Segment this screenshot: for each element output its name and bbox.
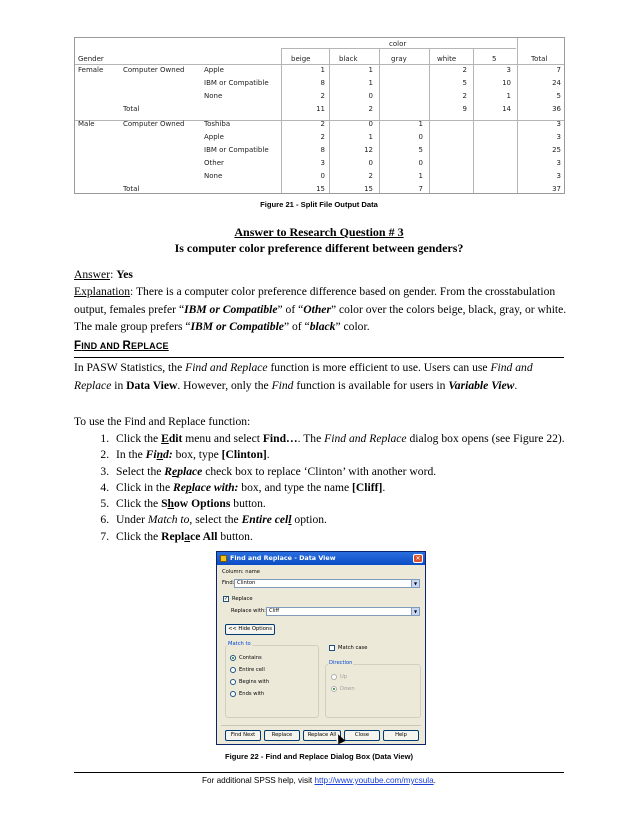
color-header: color: [389, 40, 407, 48]
steps-intro: To use the Find and Replace function:: [74, 415, 251, 428]
brand-cell: IBM or Compatible: [204, 146, 269, 154]
value-cell: 3: [556, 120, 561, 128]
replace-with-value: Cliff: [269, 608, 280, 614]
col-header-white: white: [437, 55, 457, 63]
figure-22-caption: Figure 22 - Find and Replace Dialog Box (Data View): [224, 752, 414, 761]
value-cell: 1: [418, 120, 423, 128]
entire-cell-radio[interactable]: [230, 667, 236, 673]
answer-value: Yes: [116, 268, 133, 281]
intro-italic-1: Find and Replace: [185, 361, 268, 374]
explanation-paragraph: [74, 283, 569, 336]
value-cell: 2: [462, 66, 467, 74]
value-cell: 1: [368, 133, 373, 141]
owned-cell: Total: [123, 185, 140, 193]
value-cell: 0: [368, 92, 373, 100]
footer-end: .: [433, 776, 436, 785]
footer-text: For additional SPSS help, visit: [202, 776, 315, 785]
step-2: 2. In the Find: box, type [Clinton].: [112, 447, 569, 463]
direction-title: Direction: [329, 660, 353, 666]
value-cell: 2: [320, 120, 325, 128]
contains-radio[interactable]: [230, 655, 236, 661]
hide-options-button[interactable]: << Hide Options: [225, 624, 275, 635]
value-cell: 1: [368, 66, 373, 74]
owned-cell: Total: [123, 105, 140, 113]
value-cell: 7: [556, 66, 561, 74]
brand-cell: None: [204, 172, 223, 180]
value-cell: 3: [320, 159, 325, 167]
explanation-text-5: ” color.: [335, 320, 370, 333]
close-icon[interactable]: ✕: [413, 554, 423, 563]
value-cell: 2: [368, 172, 373, 180]
column-line: [222, 569, 260, 575]
replace-checkbox[interactable]: ✓: [224, 596, 229, 602]
value-cell: 9: [462, 105, 467, 113]
match-to-title: Match to: [228, 641, 251, 647]
step-6: 6. Under Match to, select the Entire cell option.: [112, 512, 569, 528]
steps-list: [74, 431, 569, 545]
replace-checkbox-label: Replace: [232, 596, 253, 602]
close-button[interactable]: Close: [344, 730, 380, 741]
gender-header: Gender: [78, 55, 104, 63]
brand-cell: None: [204, 92, 223, 100]
replace-all-button[interactable]: Replace All: [303, 730, 341, 741]
brand-cell: IBM or Compatible: [204, 79, 269, 87]
heading-part-2: IND AND: [81, 341, 123, 351]
value-cell: 3: [556, 159, 561, 167]
value-cell: 36: [552, 105, 561, 113]
brand-cell: Other: [204, 159, 224, 167]
step-4: 4. Click in the Replace with: box, and type the name [Cliff].: [112, 480, 569, 496]
value-cell: 25: [552, 146, 561, 154]
intro-text-5: function is available for users in: [293, 378, 449, 392]
explanation-text-2: ” of “: [277, 302, 304, 316]
owned-cell: Computer Owned: [123, 66, 185, 74]
explanation-emph-2: Other: [303, 302, 331, 316]
down-radio[interactable]: [331, 686, 337, 692]
value-cell: 8: [320, 79, 325, 87]
find-label: Find:: [222, 580, 235, 586]
match-case-checkbox[interactable]: [329, 645, 335, 651]
replace-with-input[interactable]: [266, 607, 420, 616]
value-cell: 2: [368, 105, 373, 113]
explanation-text-1: : There is a computer color preference difference based on gender. From the crosstabulation output, females prefer “: [74, 285, 556, 316]
chevron-down-icon[interactable]: ▼: [411, 608, 419, 615]
ends-with-radio[interactable]: [230, 691, 236, 697]
split-file-output-table: [74, 37, 565, 194]
find-replace-dialog: [216, 551, 426, 745]
value-cell: 12: [364, 146, 373, 154]
begins-with-label: Begins with: [239, 679, 270, 685]
value-cell: 0: [368, 120, 373, 128]
intro-italic-3: Find: [271, 378, 294, 392]
explanation-emph-4: black: [309, 320, 336, 333]
value-cell: 2: [462, 92, 467, 100]
value-cell: 0: [368, 159, 373, 167]
find-input[interactable]: [234, 579, 420, 588]
dialog-title: Find and Replace - Data View: [230, 554, 336, 562]
intro-text-3: in: [111, 378, 127, 392]
up-label: Up: [340, 674, 348, 680]
column-value: name: [245, 569, 260, 575]
value-cell: 10: [502, 79, 511, 87]
heading-part-3: R: [122, 340, 132, 352]
spss-app-icon: [220, 555, 227, 562]
contains-label: Contains: [239, 655, 262, 661]
chevron-down-icon[interactable]: ▼: [411, 580, 419, 587]
footer-link[interactable]: http://www.youtube.com/mycsula: [314, 776, 434, 785]
replace-with-label: Replace with:: [231, 608, 266, 614]
value-cell: 1: [506, 92, 511, 100]
research-question: Is computer color preference different between genders?: [174, 241, 464, 255]
value-cell: 7: [418, 185, 423, 193]
heading-part-1: F: [74, 340, 82, 352]
dialog-titlebar: [217, 552, 425, 565]
value-cell: 15: [316, 185, 325, 193]
col-header-total: Total: [531, 55, 548, 63]
value-cell: 1: [368, 79, 373, 87]
help-button[interactable]: Help: [383, 730, 419, 741]
find-and-replace-heading: [74, 340, 564, 358]
col-header-gray: gray: [391, 55, 407, 63]
explanation-label: Explanation: [74, 285, 131, 298]
value-cell: 5: [556, 92, 561, 100]
intro-bold-1: Data View: [126, 378, 178, 392]
value-cell: 8: [320, 146, 325, 154]
answer-label: Answer: [74, 268, 111, 281]
column-label: Column:: [222, 569, 244, 575]
value-cell: 2: [320, 92, 325, 100]
gender-cell: Female: [78, 66, 104, 74]
owned-cell: Computer Owned: [123, 120, 185, 128]
value-cell: 0: [418, 133, 423, 141]
explanation-text-4: ” of “: [283, 320, 310, 333]
intro-text-4: . However, only the: [177, 378, 272, 392]
value-cell: 3: [506, 66, 511, 74]
ends-with-label: Ends with: [239, 691, 265, 697]
explanation-emph-3: IBM or Compatible: [190, 320, 284, 333]
intro-text-2: function is more efficient to use. Users can use: [267, 361, 491, 374]
footer: [0, 776, 638, 785]
entire-cell-label: Entire cell: [239, 667, 265, 673]
col-header-black: black: [339, 55, 358, 63]
answer-separator: :: [110, 268, 117, 281]
explanation-text-3: ” color over the colors beige, black, gray, or white. The male group prefers “: [74, 302, 567, 333]
intro-bold-2: Variable View: [448, 378, 515, 392]
up-radio[interactable]: [331, 674, 337, 680]
step-5: 5. Click the Show Options button.: [112, 496, 569, 512]
value-cell: 14: [502, 105, 511, 113]
footer-rule: [74, 772, 564, 773]
step-7: 7. Click the Replace All button.: [112, 529, 569, 545]
value-cell: 2: [320, 133, 325, 141]
gender-cell: Male: [78, 120, 95, 128]
begins-with-radio[interactable]: [230, 679, 236, 685]
brand-cell: Toshiba: [204, 120, 231, 128]
brand-cell: Apple: [204, 133, 224, 141]
heading-part-4: EPLACE: [131, 341, 169, 351]
explanation-emph-1: IBM or Compatible: [184, 302, 278, 316]
col-header-beige: beige: [291, 55, 311, 63]
replace-button[interactable]: Replace: [264, 730, 300, 741]
value-cell: 1: [320, 66, 325, 74]
value-cell: 15: [364, 185, 373, 193]
intro-italic-2: Find and Replace: [74, 361, 533, 392]
intro-text-6: .: [514, 378, 518, 392]
dialog-separator: [221, 725, 421, 726]
find-next-button[interactable]: Find Next: [225, 730, 261, 741]
answer-line: [74, 266, 569, 284]
value-cell: 1: [418, 172, 423, 180]
intro-paragraph: [74, 359, 569, 394]
down-label: Down: [340, 686, 355, 692]
answer-title: Answer to Research Question # 3: [234, 225, 404, 239]
value-cell: 0: [320, 172, 325, 180]
value-cell: 5: [462, 79, 467, 87]
brand-cell: Apple: [204, 66, 224, 74]
find-value: Clinton: [237, 580, 256, 586]
step-1: 1. Click the Edit menu and select Find…. The Find and Replace dialog box opens (see Figure 22).: [112, 431, 569, 447]
value-cell: 3: [556, 133, 561, 141]
intro-text-1: In PASW Statistics, the: [74, 361, 186, 374]
step-3: 3. Select the Replace check box to replace ‘Clinton’ with another word.: [112, 464, 569, 480]
figure-21-caption: Figure 21 - Split File Output Data: [260, 200, 378, 209]
value-cell: 5: [418, 146, 423, 154]
col-header-5: 5: [492, 55, 497, 63]
value-cell: 0: [418, 159, 423, 167]
value-cell: 24: [552, 79, 561, 87]
value-cell: 37: [552, 185, 561, 193]
match-case-label: Match case: [338, 645, 368, 651]
value-cell: 11: [316, 105, 325, 113]
value-cell: 3: [556, 172, 561, 180]
